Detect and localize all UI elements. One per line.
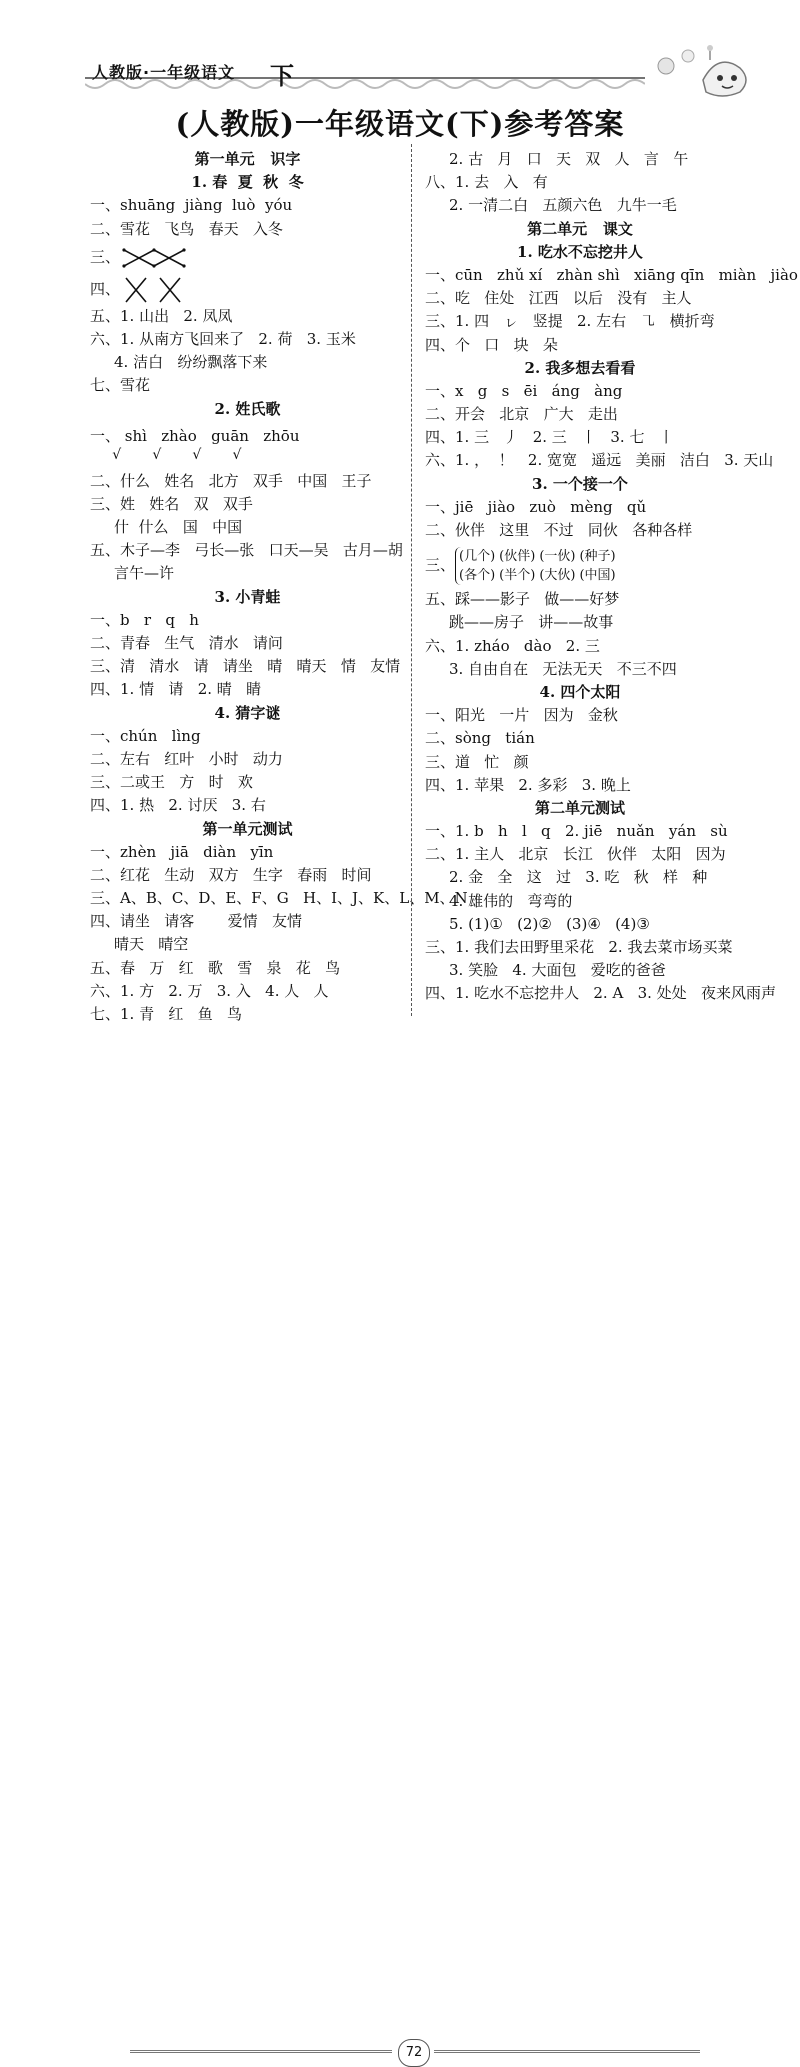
brace-row — [459, 566, 620, 585]
page-footer — [0, 1018, 800, 2060]
answer-line: 五、踩——影子 做——好梦 — [425, 590, 620, 609]
page-header — [0, 0, 800, 108]
answer-line: 七、1. 青 红 鱼 鸟 — [90, 1005, 242, 1023]
section-heading: 1. 春 夏 秋 冬 — [191, 173, 304, 192]
answer-line: 三、清 清水 请 请坐 晴 晴天 情 友情 — [90, 657, 401, 676]
section-heading: 1. 吃水不忘挖井人 — [517, 242, 643, 261]
answer-line: 2. 古 月 口 天 双 人 言 午 — [449, 150, 689, 168]
section-heading: 4. 四个太阳 — [539, 682, 621, 701]
answer-line: 2. 金 全 这 过 3. 吃 秋 样 种 — [449, 868, 708, 887]
answer-line: 言午—许 — [114, 564, 175, 583]
answer-line: 晴天 晴空 — [114, 935, 189, 954]
answer-line: 四、1. 吃水不忘挖井人 2. A 3. 处处 夜来风雨声 — [425, 984, 776, 1003]
answer-line: 一、cūn zhǔ xí zhàn shì xiāng qīn miàn jiào — [425, 265, 798, 284]
answer-line: 二、红花 生动 双方 生字 春雨 时间 — [90, 865, 372, 884]
answer-line: 二、青春 生气 清水 请问 — [90, 634, 283, 652]
answer-line: 二、左右 红叶 小时 动力 — [90, 749, 283, 768]
answer-line: 二、sòng tián — [425, 729, 535, 748]
section-heading: 2. 姓氏歌 — [214, 399, 281, 418]
answer-line: 3. 笑脸 4. 大面包 爱吃的爸爸 — [449, 961, 666, 980]
answer-line: 一、shuāng jiàng luò yóu — [90, 196, 293, 215]
right-column — [425, 148, 798, 1006]
answer-line: 五、木子—李 弓长—张 口天—吴 古月—胡 — [90, 541, 403, 560]
section-heading: 第一单元测试 — [202, 819, 293, 838]
brace-cell: (几个) — [459, 549, 496, 565]
answer-line: 一、阳光 一片 因为 金秋 — [425, 706, 618, 725]
brace-cell: (一伙) — [539, 549, 576, 565]
answer-line: 什 什么 国 中国 — [114, 518, 243, 537]
brace-cell: (各个) — [459, 568, 496, 584]
answer-line: 三、二或王 方 时 欢 — [90, 773, 253, 792]
answer-line: 四、1. 苹果 2. 多彩 3. 晚上 — [425, 775, 631, 794]
mascot-icon — [648, 40, 758, 102]
answer-line: 六、1. ， ！ 2. 宽宽 遥远 美丽 洁白 3. 天山 — [425, 451, 774, 470]
header-wave-decoration — [85, 76, 645, 98]
answer-line: 五、1. 山出 2. 凤凤 — [90, 306, 233, 325]
page-title: (人教版)一年级语文(下)参考答案 — [175, 107, 625, 141]
answer-line: 四、1. 热 2. 讨厌 3. 右 — [90, 796, 266, 815]
left-column — [90, 148, 468, 1026]
section-heading: 第一单元 识字 — [194, 150, 301, 168]
brace-cell: (伙伴) — [499, 549, 536, 565]
section-heading: 第二单元测试 — [534, 798, 625, 817]
brace-cell: (半个) — [499, 568, 536, 584]
answer-line: 4. 雄伟的 弯弯的 — [449, 891, 573, 910]
brace-cell: (中国) — [579, 568, 616, 584]
answer-line: 一、 shì zhào guān zhōu — [90, 426, 300, 445]
answer-line: 一、chún lìng — [90, 726, 201, 745]
answer-line: 三、1. 四 ㇾ 竖提 2. 左右 ㇈ 横折弯 — [425, 312, 715, 331]
answer-line: 一、1. b h l q 2. jiē nuǎn yán sù — [425, 822, 728, 841]
matching-lines-graphic — [120, 244, 200, 272]
answer-line: 一、x g s ēi áng àng — [425, 381, 623, 400]
answer-line: 五、春 万 红 歌 雪 泉 花 鸟 — [90, 958, 341, 977]
footer-rule-right — [434, 2050, 700, 2053]
volume-mark: 下 — [270, 62, 294, 90]
answer-line: 六、1. zháo dào 2. 三 — [425, 636, 600, 655]
answer-line: 四、1. 情 请 2. 晴 睛 — [90, 680, 262, 699]
section-heading: 第二单元 课文 — [527, 219, 633, 238]
edition-label: 人教版·一年级语文 — [92, 63, 236, 82]
column-divider — [411, 144, 412, 1016]
answer-line: 2. 一清二白 五颜六色 九牛一毛 — [449, 196, 677, 215]
answer-line: 三、1. 我们去田野里采花 2. 我去菜市场买菜 — [425, 938, 733, 956]
answer-line: 三、道 忙 颜 — [425, 752, 529, 771]
answer-line: 七、雪花 — [90, 376, 151, 395]
brace-group — [455, 547, 620, 585]
brace-cell: (种子) — [579, 549, 616, 565]
answer-line: 三、A、B、C、D、E、F、G H、I、J、K、L、M、N — [90, 889, 468, 908]
answer-line: 一、b r q h — [90, 610, 199, 629]
answer-line: 六、1. 方 2. 万 3. 入 4. 人 人 — [90, 981, 329, 1000]
answer-line: 八、1. 去 入 有 — [425, 173, 548, 192]
answer-line: 四、 — [90, 273, 405, 305]
answer-line: 一、jiē jiào zuò mèng qǔ — [425, 497, 647, 516]
answer-line: 5. (1)① (2)② (3)④ (4)③ — [449, 914, 650, 933]
answer-line: 二、雪花 飞鸟 春天 入冬 — [90, 219, 283, 238]
answer-line: 4. 洁白 纷纷飘落下来 — [114, 353, 268, 372]
answer-line: 三、 — [90, 241, 405, 273]
answer-line: 一、zhèn jiā diàn yīn — [90, 842, 274, 861]
brace-cell: (大伙) — [539, 568, 576, 584]
section-heading: 3. 小青蛙 — [214, 587, 281, 606]
answer-line: 四、请坐 请客 爱情 友情 — [90, 912, 302, 931]
answer-line: 六、1. 从南方飞回来了 2. 荷 3. 玉米 — [90, 329, 356, 348]
answer-line: √ √ √ √ — [90, 446, 242, 463]
answer-line: 三、 (几个) (伙伴) (一伙) (种子) (各个) (半个) (大伙) (中国) — [425, 542, 735, 588]
footer-rule-left — [130, 2050, 392, 2053]
answer-line: 二、开会 北京 广大 走出 — [425, 405, 618, 424]
answer-line: 3. 自由自在 无法无天 不三不四 — [449, 659, 677, 678]
section-heading: 3. 一个接一个 — [532, 474, 628, 493]
answer-line: 跳——房子 讲——故事 — [449, 613, 614, 632]
answer-line: 四、个 口 块 朵 — [425, 335, 558, 354]
answer-line: 二、伙伴 这里 不过 同伙 各种各样 — [425, 521, 693, 539]
section-heading: 2. 我多想去看看 — [524, 358, 636, 377]
crossed-lines-graphic — [120, 276, 200, 304]
answer-line: 二、什么 姓名 北方 双手 中国 王子 — [90, 471, 372, 490]
answer-line: 三、姓 姓名 双 双手 — [90, 494, 253, 513]
section-heading: 4. 猜字谜 — [214, 703, 281, 722]
brace-row — [459, 547, 620, 566]
answer-line: 二、吃 住处 江西 以后 没有 主人 — [425, 289, 692, 308]
answer-line: 二、1. 主人 北京 长江 伙伴 太阳 因为 — [425, 845, 726, 864]
answer-line: 四、1. 三 丿 2. 三 丨 3. 七 丨 — [425, 428, 674, 447]
page-number: 72 — [398, 2039, 430, 2067]
